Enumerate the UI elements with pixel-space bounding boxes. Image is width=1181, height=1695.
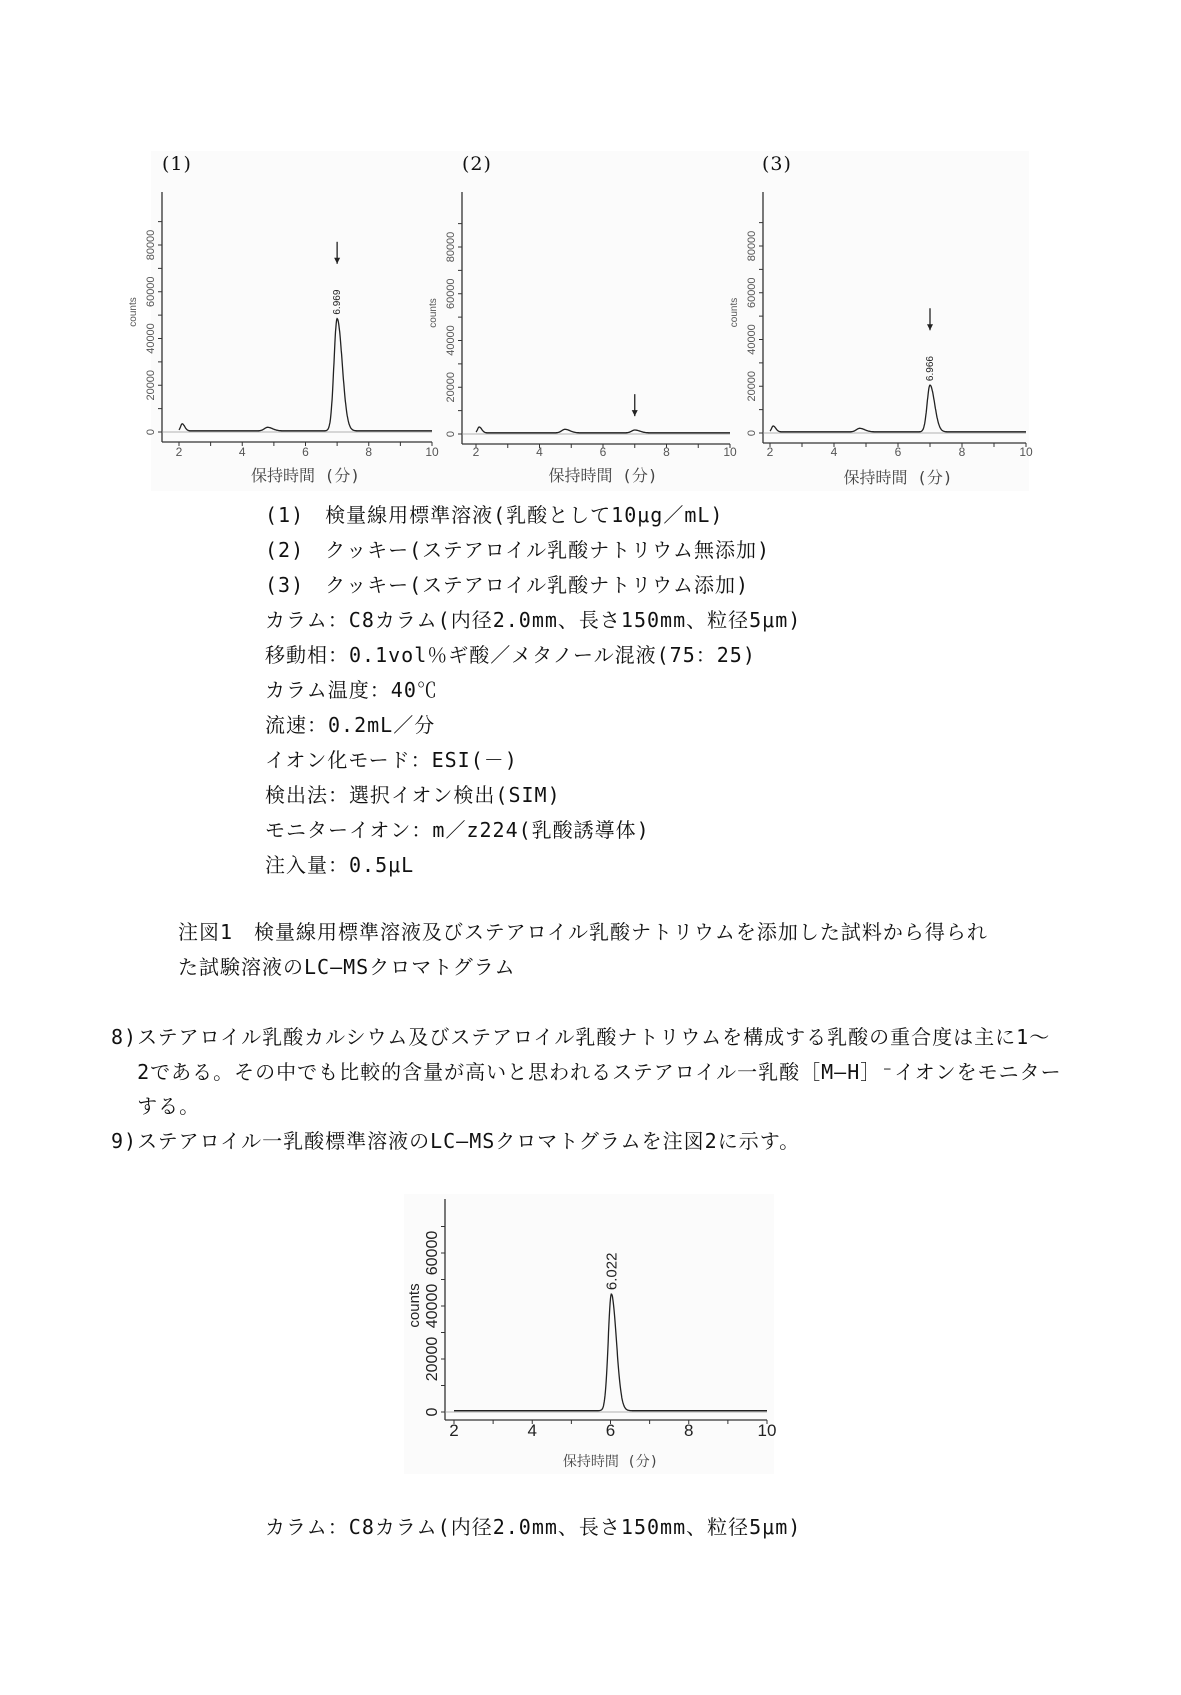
- note-8-line3: する。: [111, 1094, 201, 1118]
- y-tick-label: 20000: [145, 369, 157, 401]
- note-9: 9)ステアロイル一乳酸標準溶液のLC―MSクロマトグラムを注図2に示す。: [111, 1129, 801, 1153]
- figure-background: [151, 151, 1029, 491]
- x-tick-label: 8: [365, 445, 373, 459]
- y-tick-label: 20000: [424, 1336, 441, 1382]
- panel-label-2: (2): [462, 153, 492, 175]
- y-tick-label: 20000: [746, 370, 758, 402]
- x-tick-label: 4: [238, 445, 246, 459]
- x-axis-label: 保持時間 (分): [562, 1454, 659, 1470]
- y-tick-label: 0: [746, 429, 758, 437]
- x-tick-label: 10: [1019, 445, 1033, 459]
- figure-background: [404, 1194, 774, 1474]
- y-tick-label: 40000: [445, 325, 457, 356]
- y-tick-label: 0: [445, 430, 457, 438]
- x-axis-label: 保持時間 (分): [843, 468, 953, 487]
- y-tick-label: 40000: [424, 1283, 441, 1329]
- y-axis-label: counts: [128, 297, 139, 327]
- y-tick-label: 40000: [746, 324, 758, 355]
- x-axis-label: 保持時間 (分): [548, 466, 658, 485]
- panel-label-3: (3): [762, 153, 792, 175]
- x-tick-label: 8: [684, 1421, 694, 1440]
- condition-line: (2) クッキー(ステアロイル乳酸ナトリウム無添加): [265, 538, 771, 562]
- peak-label: 6.966: [925, 356, 936, 382]
- y-tick-label: 0: [424, 1407, 441, 1417]
- x-tick-label: 6: [302, 445, 309, 459]
- y-tick-label: 60000: [746, 277, 758, 309]
- note-8-line2: 2である。その中でも比較的含量が高いと思われるステアロイル一乳酸［M―H］⁻イオンをモニター: [111, 1060, 1062, 1084]
- condition-line: 移動相：0.1vol％ギ酸／メタノール混液(75：25): [265, 643, 756, 667]
- condition-line: モニターイオン：m／z224(乳酸誘導体): [265, 818, 650, 842]
- x-tick-label: 6: [894, 445, 902, 459]
- x-tick-label: 6: [599, 445, 607, 459]
- x-tick-label: 8: [663, 445, 670, 459]
- y-tick-label: 80000: [145, 229, 157, 261]
- x-tick-label: 10: [723, 445, 737, 459]
- x-tick-label: 4: [536, 445, 543, 459]
- peak-label: 6.969: [332, 289, 344, 315]
- y-tick-label: 80000: [746, 230, 758, 262]
- x-tick-label: 2: [449, 1421, 459, 1440]
- peak-label: 6.022: [603, 1252, 621, 1291]
- condition-line: 検出法：選択イオン検出(SIM): [265, 783, 561, 807]
- x-tick-label: 8: [958, 445, 966, 459]
- y-tick-label: 60000: [145, 276, 157, 308]
- condition-line: カラム：C8カラム(内径2.0mm、長さ150mm、粒径5μm): [265, 608, 802, 632]
- condition-line: (3) クッキー(ステアロイル乳酸ナトリウム添加): [265, 573, 750, 597]
- figure1-caption-line2: た試験溶液のLC―MSクロマトグラム: [178, 955, 516, 979]
- y-tick-label: 60000: [424, 1230, 441, 1276]
- condition-line: カラム温度：40℃: [265, 678, 438, 702]
- y-axis-label: counts: [729, 297, 740, 328]
- y-tick-label: 20000: [445, 371, 457, 403]
- figure1-caption-line1: 注図1 検量線用標準溶液及びステアロイル乳酸ナトリウムを添加した試料から得られ: [178, 920, 988, 944]
- condition-line: イオン化モード：ESI(－): [265, 748, 518, 772]
- x-tick-label: 2: [472, 445, 480, 459]
- y-axis-label: counts: [406, 1283, 423, 1328]
- panel-label-1: (1): [162, 153, 192, 175]
- x-tick-label: 10: [425, 445, 439, 459]
- condition-line: 流速：0.2mL／分: [265, 713, 436, 737]
- condition-line: (1) 検量線用標準溶液(乳酸として10μg／mL): [265, 503, 724, 527]
- y-tick-label: 60000: [445, 278, 457, 310]
- x-tick-label: 4: [527, 1421, 537, 1440]
- x-tick-label: 4: [830, 445, 838, 459]
- condition-line: 注入量：0.5μL: [265, 853, 415, 877]
- y-tick-label: 0: [145, 428, 157, 436]
- x-tick-label: 2: [175, 445, 183, 459]
- y-axis-label: counts: [428, 298, 439, 328]
- x-tick-label: 6: [605, 1421, 616, 1440]
- note-8-line1: 8)ステアロイル乳酸カルシウム及びステアロイル乳酸ナトリウムを構成する乳酸の重合度は主に1～: [111, 1025, 1051, 1049]
- x-tick-label: 10: [757, 1421, 777, 1440]
- y-tick-label: 40000: [145, 323, 157, 354]
- figure2-column-info: カラム：C8カラム(内径2.0mm、長さ150mm、粒径5μm): [265, 1515, 802, 1539]
- y-tick-label: 80000: [445, 231, 457, 263]
- x-tick-label: 2: [766, 445, 774, 459]
- x-axis-label: 保持時間 (分): [251, 466, 360, 485]
